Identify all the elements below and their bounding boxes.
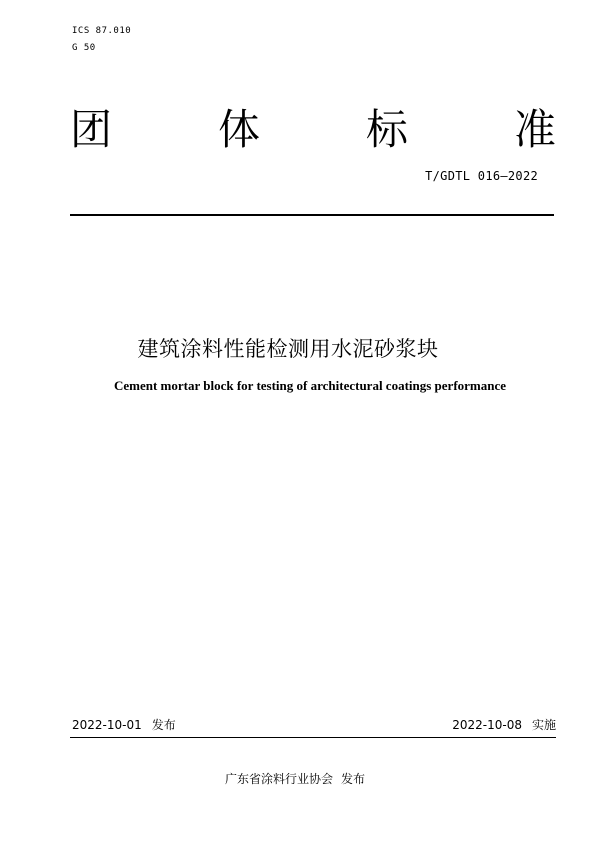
standard-number: T/GDTL 016—2022 <box>425 169 538 183</box>
publisher-block <box>0 770 600 787</box>
issue-date-block <box>72 716 176 733</box>
standard-type-char-3: 标 <box>365 105 408 154</box>
standard-type-char-4: 准 <box>513 105 556 154</box>
title-chinese-block <box>0 333 600 363</box>
standard-type-char-1: 团 <box>70 105 113 154</box>
title-chinese: 建筑涂料性能检测用水泥砂浆块 <box>137 337 439 361</box>
publisher-label: 发布 <box>341 772 366 786</box>
issue-date: 2022-10-01 <box>72 718 142 732</box>
implementation-label: 实施 <box>531 718 556 732</box>
title-english-block <box>0 378 600 394</box>
ics-code: ICS 87.010 <box>72 26 132 36</box>
title-english: Cement mortar block for testing of architectural coatings performance <box>113 378 507 393</box>
standard-type-heading <box>70 104 556 156</box>
standard-type-char-2: 体 <box>217 105 260 154</box>
issue-label: 发布 <box>151 718 176 732</box>
ccs-code: G 50 <box>72 43 96 53</box>
implementation-date: 2022-10-08 <box>452 718 522 732</box>
publisher-name: 广东省涂料行业协会 <box>224 772 333 786</box>
top-divider <box>70 214 554 216</box>
bottom-divider <box>70 737 556 738</box>
implementation-date-block <box>452 716 556 733</box>
